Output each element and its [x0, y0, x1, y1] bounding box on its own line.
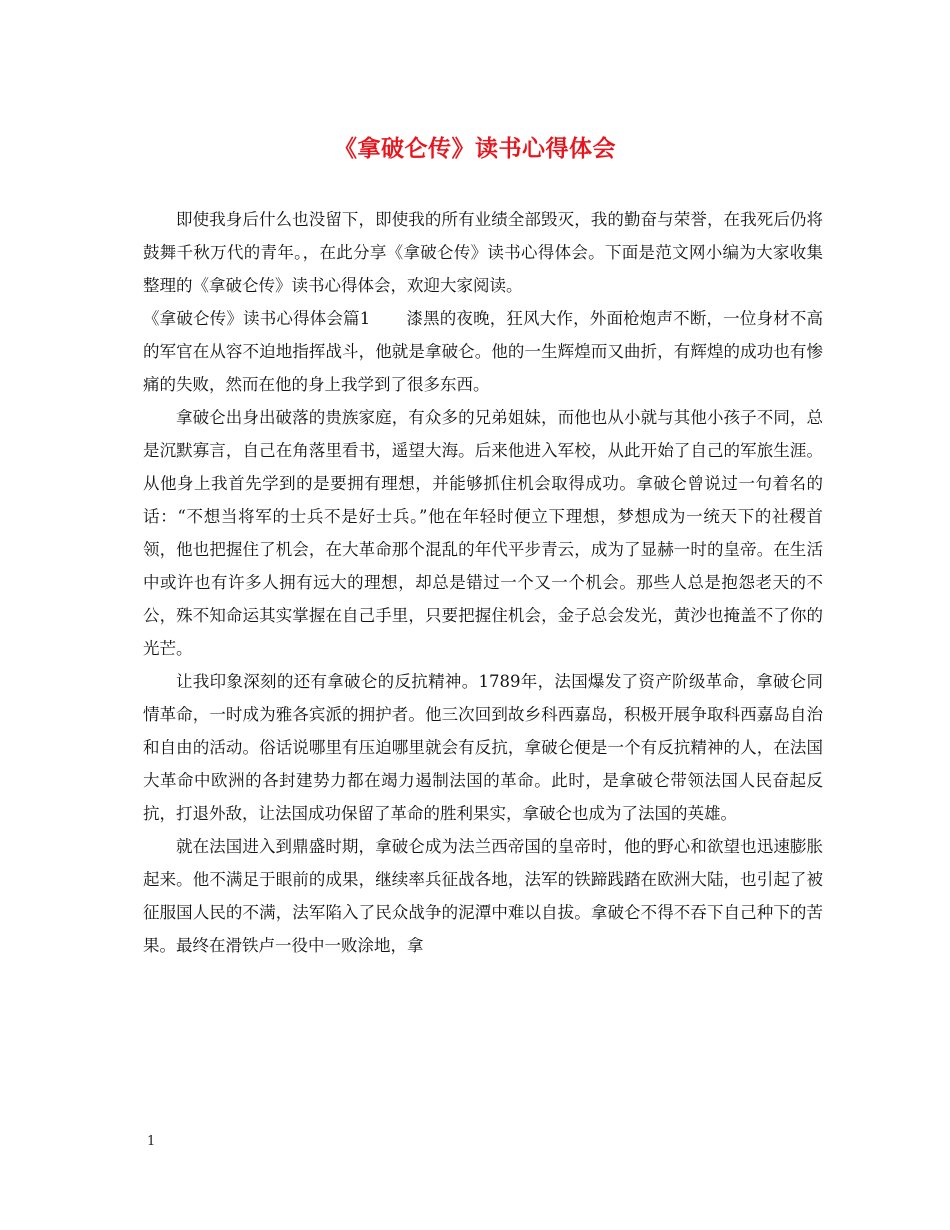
section-heading: 《拿破仑传》读书心得体会篇1	[143, 309, 371, 328]
page-number: 1	[147, 1134, 156, 1149]
body-paragraph: 拿破仑出身出破落的贵族家庭，有众多的兄弟姐妹，而他也从小就与其他小孩子不同，总是沉默寡言，自己在角落里看书，遥望大海。后来他进入军校，从此开始了自己的军旅生涯。从他身上我首先学到的是要拥有理想，并能够抓住机会取得成功。拿破仑曾说过一句着名的话：“不想当将军的士兵不是好士兵。”他在年轻时便立下理想，梦想成为一统天下的社稷首领，他也把握住了机会，在大革命那个混乱的年代平步青云，成为了显赫一时的皇帝。在生活中或许也有许多人拥有远大的理想，却总是错过一个又一个机会。那些人总是抱怨老天的不公，殊不知命运其实掌握在自己手里，只要把握住机会，金子总会发光，黄沙也掩盖不了你的光芒。	[143, 408, 823, 658]
document-body	[143, 203, 823, 962]
intro-paragraph	[143, 203, 823, 302]
section-opening-text: 漆黑的夜晚，狂风大作，外面枪炮声不断，一位身材不高的军官在从容不迫地指挥战斗，他就是拿破仑。他的一生辉煌而又曲折，有辉煌的成功也有惨痛的失败，然而在他的身上我学到了很多东西。	[143, 309, 824, 394]
section-opening-paragraph	[143, 302, 823, 401]
document-title: 《拿破仑传》读书心得体会	[334, 136, 616, 162]
body-paragraph: 让我印象深刻的还有拿破仑的反抗精神。1789年，法国爆发了资产阶级革命，拿破仑同情革命，一时成为雅各宾派的拥护者。他三次回到故乡科西嘉岛，积极开展争取科西嘉岛自治和自由的活动。俗话说哪里有压迫哪里就会有反抗，拿破仑便是一个有反抗精神的人，在法国大革命中欧洲的各封建势力都在竭力遏制法国的革命。此时，是拿破仑带领法国人民奋起反抗，打退外敌，让法国成功保留了革命的胜利果实，拿破仑也成为了法国的英雄。	[143, 672, 823, 823]
body-paragraph: 就在法国进入到鼎盛时期，拿破仑成为法兰西帝国的皇帝时，他的野心和欲望也迅速膨胀起来。他不满足于眼前的成果，继续率兵征战各地，法军的铁蹄践踏在欧洲大陆，也引起了被征服国人民的不满，法军陷入了民众战争的泥潭中难以自拔。拿破仑不得不吞下自己种下的苦果。最终在滑铁卢一役中一败涂地，拿	[143, 837, 823, 955]
intro-text: 即使我身后什么也没留下，即使我的所有业绩全部毁灭，我的勤奋与荣誉，在我死后仍将鼓舞千秋万代的青年。，在此分享《拿破仑传》读书心得体会。下面是范文网小编为大家收集整理的《拿破仑传》读书心得体会，欢迎大家阅读。	[143, 210, 823, 295]
